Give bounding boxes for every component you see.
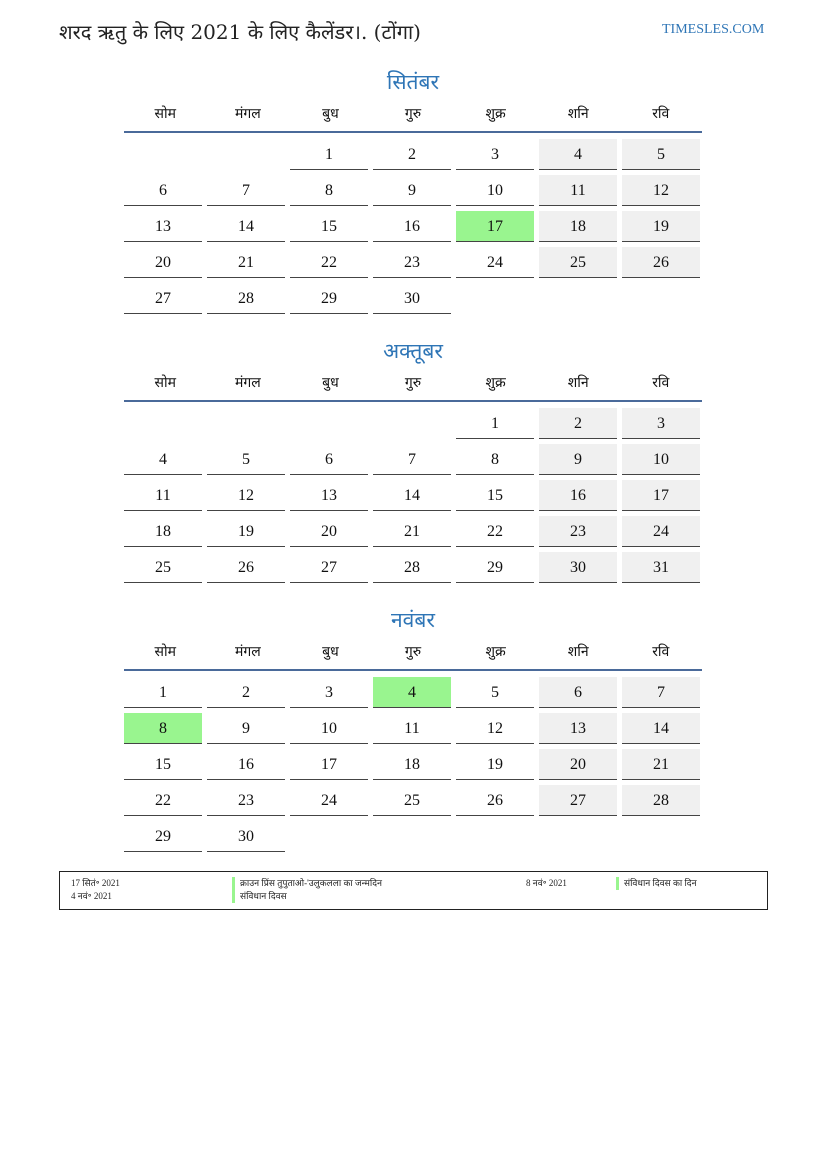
day-cell[interactable]: 3 — [622, 408, 700, 439]
empty-cell — [124, 139, 202, 169]
weekday-header — [124, 367, 702, 397]
day-cell[interactable]: 1 — [456, 408, 534, 439]
empty-cell — [290, 821, 368, 851]
day-cell[interactable]: 5 — [207, 444, 285, 475]
week-row — [124, 209, 702, 245]
empty-cell — [456, 821, 534, 851]
day-cell[interactable]: 2 — [539, 408, 617, 439]
day-cell[interactable]: 12 — [207, 480, 285, 511]
day-cell[interactable]: 3 — [456, 139, 534, 170]
legend-date-1: 17 सितं॰ 2021 — [71, 878, 120, 888]
day-cell[interactable]: 14 — [373, 480, 451, 511]
day-cell[interactable]: 4 — [539, 139, 617, 170]
weekday-label: गुरु — [404, 374, 422, 391]
month-october — [124, 335, 702, 586]
day-cell[interactable]: 16 — [373, 211, 451, 242]
day-cell[interactable]: 3 — [290, 677, 368, 708]
day-cell[interactable]: 9 — [539, 444, 617, 475]
week-row — [124, 442, 702, 478]
header-divider — [124, 669, 702, 671]
day-cell[interactable]: 29 — [290, 283, 368, 314]
empty-cell — [207, 139, 285, 169]
day-cell[interactable]: 25 — [124, 552, 202, 583]
day-cell[interactable]: 21 — [373, 516, 451, 547]
day-cell[interactable]: 30 — [539, 552, 617, 583]
empty-cell — [207, 408, 285, 438]
day-cell[interactable]: 2 — [373, 139, 451, 170]
empty-cell — [290, 408, 368, 438]
day-cell[interactable]: 19 — [207, 516, 285, 547]
legend-name-3: संविधान दिवस — [232, 890, 287, 903]
empty-cell — [539, 283, 617, 313]
day-cell[interactable]: 26 — [622, 247, 700, 278]
day-cell[interactable]: 30 — [207, 821, 285, 852]
empty-cell — [456, 283, 534, 313]
week-row — [124, 550, 702, 586]
day-cell[interactable]: 6 — [290, 444, 368, 475]
day-cell[interactable]: 1 — [124, 677, 202, 708]
day-cell[interactable]: 15 — [456, 480, 534, 511]
weekday-label: गुरु — [404, 105, 422, 122]
weekday-label: बुध — [322, 105, 339, 122]
day-cell[interactable]: 12 — [456, 713, 534, 744]
day-cell[interactable]: 14 — [622, 713, 700, 744]
day-cell[interactable]: 11 — [373, 713, 451, 744]
day-cell[interactable]: 27 — [290, 552, 368, 583]
week-row — [124, 514, 702, 550]
day-cell[interactable]: 29 — [456, 552, 534, 583]
day-cell[interactable]: 13 — [124, 211, 202, 242]
day-cell[interactable]: 10 — [622, 444, 700, 475]
week-row — [124, 783, 702, 819]
header-divider — [124, 131, 702, 133]
day-cell[interactable]: 8 — [456, 444, 534, 475]
day-cell[interactable]: 11 — [539, 175, 617, 206]
empty-cell — [622, 821, 700, 851]
day-cell[interactable]: 9 — [373, 175, 451, 206]
empty-cell — [622, 283, 700, 313]
month-november — [124, 604, 702, 855]
day-cell[interactable]: 23 — [539, 516, 617, 547]
empty-cell — [373, 821, 451, 851]
day-cell[interactable]: 16 — [207, 749, 285, 780]
day-cell[interactable]: 24 — [622, 516, 700, 547]
week-row — [124, 711, 702, 747]
calendar-grid — [124, 675, 702, 855]
day-cell[interactable]: 17 — [290, 749, 368, 780]
legend-name-1: क्राउन प्रिंस तुपुताओ-'उलुकलला का जन्मदिन — [232, 877, 382, 890]
day-cell[interactable]: 20 — [290, 516, 368, 547]
holiday-legend — [59, 871, 768, 910]
day-cell[interactable]: 1 — [290, 139, 368, 170]
day-cell[interactable]: 9 — [207, 713, 285, 744]
holiday-day-cell[interactable]: 4 — [373, 677, 451, 708]
weekday-label: मंगल — [234, 105, 261, 122]
weekday-label: रवि — [652, 105, 670, 122]
day-cell[interactable]: 5 — [456, 677, 534, 708]
weekday-label: सोम — [154, 374, 177, 391]
day-cell[interactable]: 6 — [124, 175, 202, 206]
day-cell[interactable]: 16 — [539, 480, 617, 511]
day-cell[interactable]: 23 — [207, 785, 285, 816]
weekday-header — [124, 636, 702, 666]
day-cell[interactable]: 18 — [373, 749, 451, 780]
day-cell[interactable]: 17 — [622, 480, 700, 511]
empty-cell — [373, 408, 451, 438]
day-cell[interactable]: 25 — [539, 247, 617, 278]
day-cell[interactable]: 27 — [124, 283, 202, 314]
week-row — [124, 173, 702, 209]
calendar-grid — [124, 137, 702, 317]
day-cell[interactable]: 20 — [539, 749, 617, 780]
day-cell[interactable]: 12 — [622, 175, 700, 206]
day-cell[interactable]: 25 — [373, 785, 451, 816]
month-title: अक्तूबर — [383, 339, 443, 363]
day-cell[interactable]: 6 — [539, 677, 617, 708]
month-september — [124, 66, 702, 317]
empty-cell — [539, 821, 617, 851]
day-cell[interactable]: 22 — [290, 247, 368, 278]
site-link[interactable]: TIMESLES.COM — [662, 22, 765, 37]
weekday-label: मंगल — [234, 643, 261, 660]
weekday-label: रवि — [652, 374, 670, 391]
weekday-label: गुरु — [404, 643, 422, 660]
weekday-label: मंगल — [234, 374, 261, 391]
weekday-label: बुध — [322, 374, 339, 391]
day-cell[interactable]: 10 — [290, 713, 368, 744]
day-cell[interactable]: 2 — [207, 677, 285, 708]
week-row — [124, 406, 702, 442]
day-cell[interactable]: 28 — [622, 785, 700, 816]
day-cell[interactable]: 15 — [290, 211, 368, 242]
day-cell[interactable]: 20 — [124, 247, 202, 278]
day-cell[interactable]: 21 — [207, 247, 285, 278]
weekday-label: शनि — [567, 643, 589, 660]
day-cell[interactable]: 18 — [124, 516, 202, 547]
weekday-label: शुक्र — [485, 643, 506, 660]
day-cell[interactable]: 13 — [539, 713, 617, 744]
holiday-day-cell[interactable]: 8 — [124, 713, 202, 744]
calendar-grid — [124, 406, 702, 586]
day-cell[interactable]: 26 — [207, 552, 285, 583]
week-row — [124, 747, 702, 783]
holiday-day-cell[interactable]: 17 — [456, 211, 534, 242]
day-cell[interactable]: 21 — [622, 749, 700, 780]
day-cell[interactable]: 28 — [207, 283, 285, 314]
weekday-label: सोम — [154, 643, 177, 660]
weekday-label: शनि — [567, 105, 589, 122]
week-row — [124, 675, 702, 711]
week-row — [124, 245, 702, 281]
legend-name-2: संविधान दिवस का दिन — [616, 877, 697, 890]
day-cell[interactable]: 18 — [539, 211, 617, 242]
day-cell[interactable]: 24 — [290, 785, 368, 816]
page-title: शरद ऋतु के लिए 2021 के लिए कैलेंडर।. (टोंगा) — [59, 20, 421, 44]
header-divider — [124, 400, 702, 402]
day-cell[interactable]: 31 — [622, 552, 700, 583]
day-cell[interactable]: 13 — [290, 480, 368, 511]
legend-date-3: 4 नवं॰ 2021 — [71, 891, 112, 901]
day-cell[interactable]: 7 — [622, 677, 700, 708]
day-cell[interactable]: 10 — [456, 175, 534, 206]
month-title: सितंबर — [386, 70, 440, 94]
day-cell[interactable]: 28 — [373, 552, 451, 583]
week-row — [124, 819, 702, 855]
weekday-label: शुक्र — [485, 105, 506, 122]
day-cell[interactable]: 23 — [373, 247, 451, 278]
weekday-label: शनि — [567, 374, 589, 391]
weekday-label: शुक्र — [485, 374, 506, 391]
day-cell[interactable]: 8 — [290, 175, 368, 206]
day-cell[interactable]: 4 — [124, 444, 202, 475]
day-cell[interactable]: 29 — [124, 821, 202, 852]
day-cell[interactable]: 26 — [456, 785, 534, 816]
day-cell[interactable]: 11 — [124, 480, 202, 511]
day-cell[interactable]: 24 — [456, 247, 534, 278]
weekday-header — [124, 98, 702, 128]
week-row — [124, 137, 702, 173]
day-cell[interactable]: 5 — [622, 139, 700, 170]
month-title: नवंबर — [391, 608, 435, 632]
day-cell[interactable]: 7 — [207, 175, 285, 206]
weekday-label: बुध — [322, 643, 339, 660]
day-cell[interactable]: 22 — [124, 785, 202, 816]
day-cell[interactable]: 14 — [207, 211, 285, 242]
empty-cell — [124, 408, 202, 438]
week-row — [124, 478, 702, 514]
day-cell[interactable]: 7 — [373, 444, 451, 475]
day-cell[interactable]: 15 — [124, 749, 202, 780]
week-row — [124, 281, 702, 317]
day-cell[interactable]: 19 — [456, 749, 534, 780]
day-cell[interactable]: 30 — [373, 283, 451, 314]
weekday-label: रवि — [652, 643, 670, 660]
weekday-label: सोम — [154, 105, 177, 122]
day-cell[interactable]: 19 — [622, 211, 700, 242]
legend-date-2: 8 नवं॰ 2021 — [526, 878, 567, 888]
day-cell[interactable]: 22 — [456, 516, 534, 547]
day-cell[interactable]: 27 — [539, 785, 617, 816]
